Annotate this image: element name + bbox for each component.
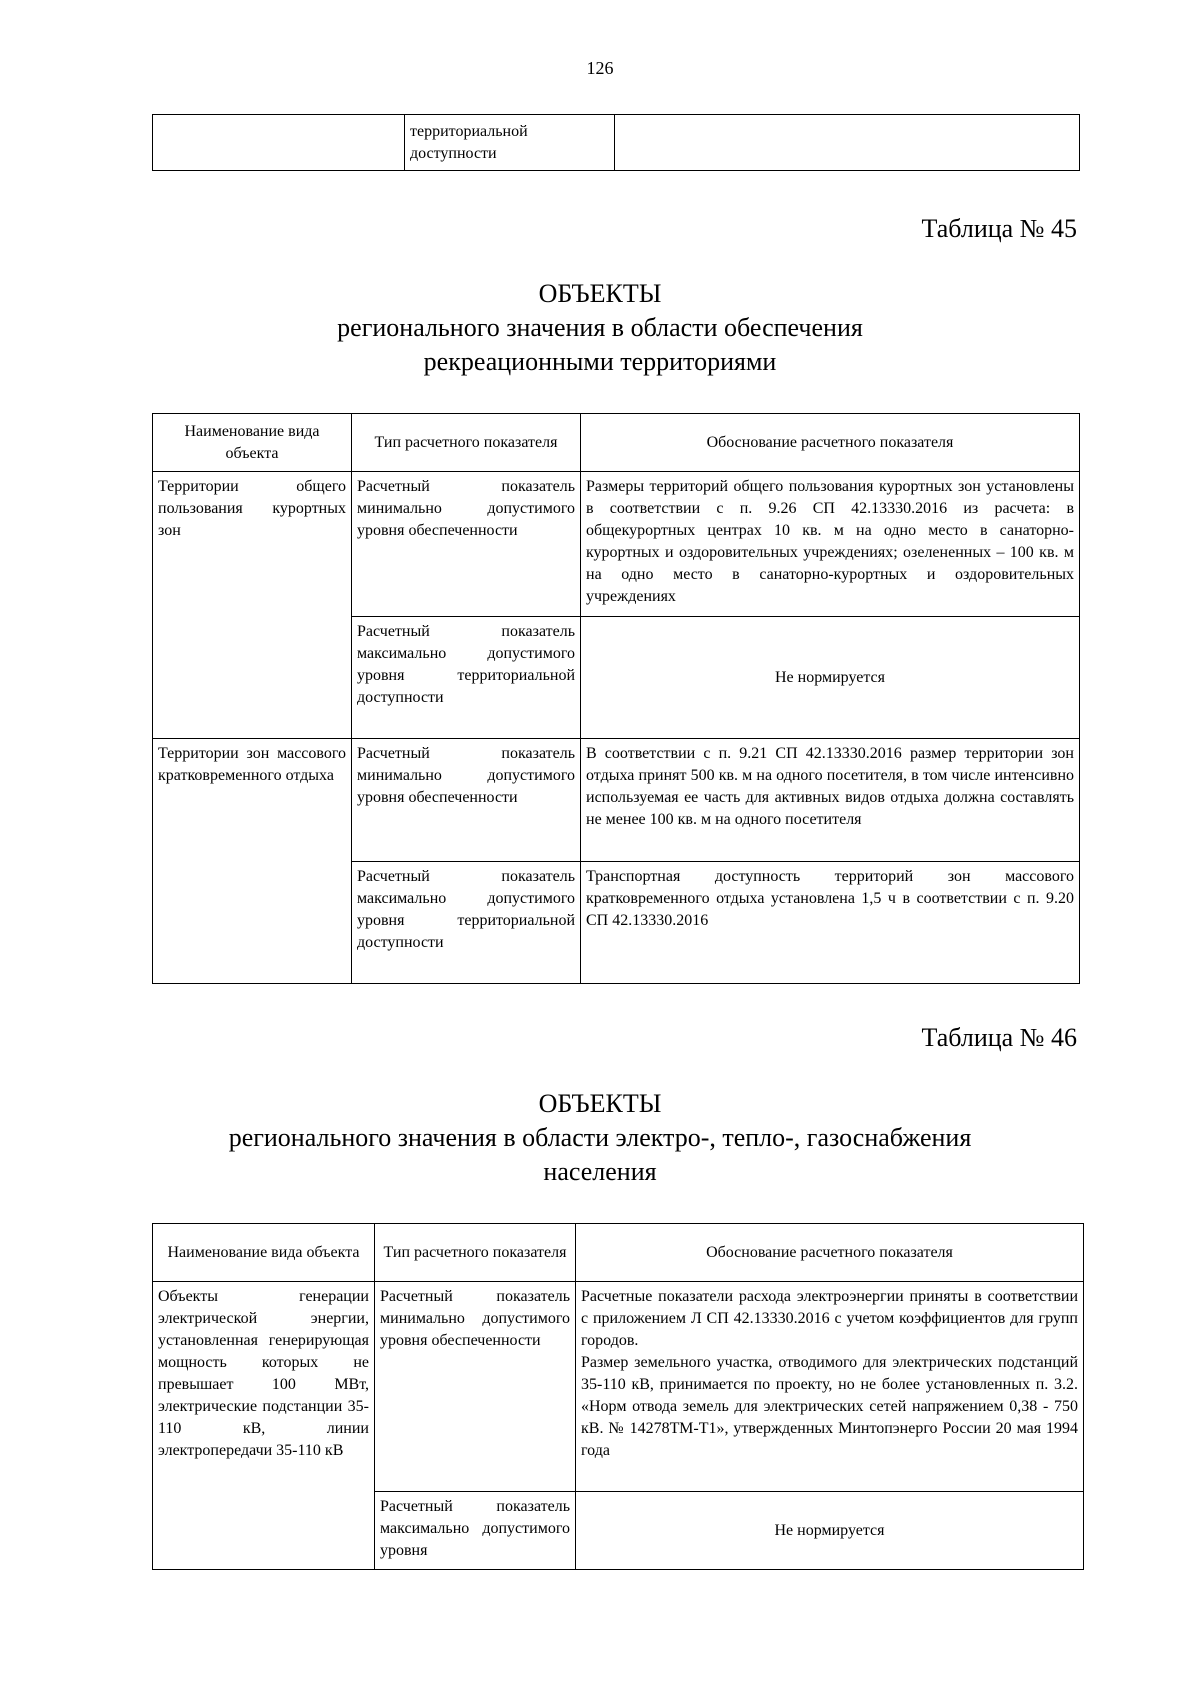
basis-paragraph: Расчетные показатели расхода электроэнергии приняты в соответствии с приложением Л СП 42.13330.2016 с учетом коэффициентов для групп городов.	[581, 1288, 1078, 1349]
table-46	[152, 1223, 1084, 1570]
type-cell: Расчетный показатель максимально допустимого уровня территориальной доступности	[352, 862, 581, 984]
type-cell: Расчетный показатель минимально допустимого уровня обеспеченности	[352, 472, 581, 617]
table-row	[153, 739, 1080, 862]
table-46-title	[0, 1087, 1200, 1189]
object-cell: Объекты генерации электрической энергии, установленная генерирующая мощность которых не превышает 100 МВт, электрические подстанции 35-110 кВ, линии электропередачи 35-110 кВ	[153, 1282, 375, 1570]
object-cell: Территории зон массового кратковременного отдыха	[153, 739, 352, 984]
header-object: Наименование вида объекта	[153, 414, 352, 472]
table-row	[153, 115, 1080, 171]
title-line: ОБЪЕКТЫ	[538, 1089, 662, 1118]
title-line: регионального значения в области обеспечения	[337, 313, 863, 342]
table-45-title	[0, 277, 1200, 379]
title-line: населения	[543, 1157, 657, 1186]
object-cell: Территории общего пользования курортных зон	[153, 472, 352, 739]
title-line: регионального значения в области электро-, тепло-, газоснабжения	[228, 1123, 972, 1152]
title-line: ОБЪЕКТЫ	[538, 279, 662, 308]
basis-cell: Размеры территорий общего пользования курортных зон установлены в соответствии с п. 9.26 СП 42.13330.2016 из расчета: в общекурортных центрах 10 кв. м на одно место в санаторно-курортных и оздоровительных учреждениях; озелененных – 100 кв. м на одно место в санаторно-курортных и оздоровительных учреждениях	[581, 472, 1080, 617]
header-basis: Обоснование расчетного показателя	[581, 414, 1080, 472]
table-cell	[615, 115, 1080, 171]
table-row	[153, 1282, 1084, 1492]
header-row	[153, 414, 1080, 472]
table-46-label: Таблица № 46	[921, 1023, 1077, 1052]
header-object: Наименование вида объекта	[153, 1224, 375, 1282]
table-45-label: Таблица № 45	[921, 214, 1077, 243]
type-cell: Расчетный показатель минимально допустимого уровня обеспеченности	[375, 1282, 576, 1492]
type-cell: Расчетный показатель максимально допустимого уровня	[375, 1492, 576, 1570]
basis-cell: В соответствии с п. 9.21 СП 42.13330.2016 размер территории зон отдыха принят 500 кв. м на одного посетителя, в том числе интенсивно используемая ее часть для активных видов отдыха должна составлять не менее 100 кв. м на одного посетителя	[581, 739, 1080, 862]
basis-paragraph: Размер земельного участка, отводимого для электрических подстанций 35-110 кВ, принимается по проекту, но не более установленных п. 3.2. «Норм отвода земель для электрических сетей напряжением 0,38 - 750 кВ. № 14278ТМ-Т1», утвержденных Минтопэнерго России 20 мая 1994 года	[581, 1354, 1078, 1459]
type-cell: Расчетный показатель максимально допустимого уровня территориальной доступности	[352, 617, 581, 739]
basis-cell: Не нормируется	[581, 617, 1080, 739]
page-number: 126	[586, 58, 614, 78]
table-row	[153, 472, 1080, 617]
header-type: Тип расчетного показателя	[352, 414, 581, 472]
table-cell	[153, 115, 405, 171]
header-basis: Обоснование расчетного показателя	[576, 1224, 1084, 1282]
basis-cell: Транспортная доступность территорий зон массового кратковременного отдыха установлена 1,5 ч в соответствии с п. 9.20 СП 42.13330.2016	[581, 862, 1080, 984]
continuation-table	[152, 114, 1080, 171]
continuation-type-cell: территориальной доступности	[405, 115, 615, 171]
basis-cell	[576, 1282, 1084, 1492]
type-cell: Расчетный показатель минимально допустимого уровня обеспеченности	[352, 739, 581, 862]
title-line: рекреационными территориями	[423, 347, 777, 376]
table-45	[152, 413, 1080, 984]
header-type: Тип расчетного показателя	[375, 1224, 576, 1282]
header-row	[153, 1224, 1084, 1282]
basis-cell: Не нормируется	[576, 1492, 1084, 1570]
